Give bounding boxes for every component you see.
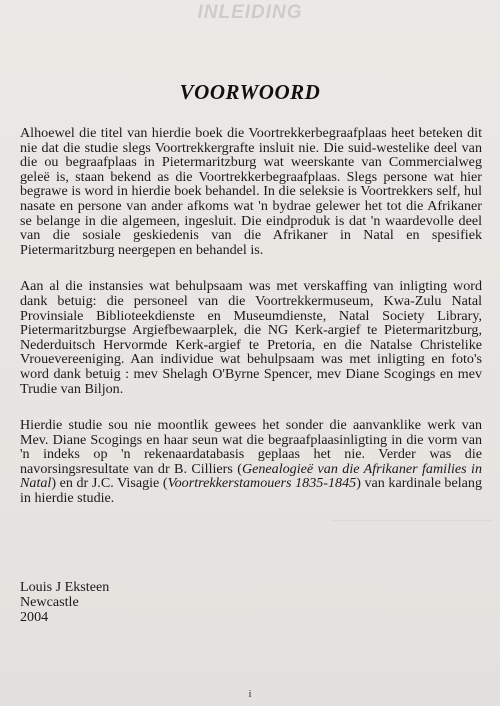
scan-artifact bbox=[332, 520, 492, 551]
signature-block bbox=[20, 580, 109, 625]
author-place: Newcastle bbox=[20, 594, 79, 610]
author-year: 2004 bbox=[20, 609, 49, 625]
text-run: ) en dr J.C. Visagie ( bbox=[51, 475, 168, 492]
page-number: i bbox=[248, 688, 252, 700]
bleed-through-heading: INLEIDING bbox=[197, 2, 303, 23]
author-name: Louis J Eksteen bbox=[20, 579, 110, 595]
text-run: ) van kardinale belang in hierdie studie. bbox=[20, 475, 482, 507]
italic-title-run: Genealogieë van die Afrikaner families in Natal bbox=[20, 460, 482, 492]
paragraph-3 bbox=[20, 418, 482, 506]
paragraph-2 bbox=[20, 279, 482, 396]
text-run: Aan al die instansies wat behulpsaam was met verskaffing van inligting word dank betuig: die personeel van die Voortrekkermuseum, Kwa-Zulu Natal Provinsiale Biblioteekdienste en Museumdienste, Natal Society Library, Pietermaritzburgse Argiefbewaarplek, die NG Kerk-argief te Pietermaritzburg, Nederduitsch Hervormde Kerk-argief te Pretoria, en die Natalse Christelike Vrouevereeniging. Aan individue wat behulpsaam was met inligting en foto's word dank betuig : mev Shelagh O'Byrne Spencer, mev Diane Scogings en mev Trudie van Biljon. bbox=[20, 278, 482, 397]
text-run: Hierdie studie sou nie moontlik gewees het sonder die aanvanklike werk van Mev. Diane Scogings en haar seun wat die begraafplaasinligting in die vorm van 'n indeks op 'n rekenaardatabasis geplaas het nie. Verder was die navorsingsresultate van dr B. Cilliers ( bbox=[20, 417, 482, 477]
text-run: Alhoewel die titel van hierdie boek die Voortrekkerbegraafplaas heet beteken dit nie dat die studie slegs Voortrekkergrafte insluit nie. Die suid-westelike deel van die ou begraafplaas in Pietermaritzburg wat weerskante van Commercialweg geleë is, staan bekend as die Voortrekkerbegraafplaas. Slegs persone wat hier begrawe is word in hierdie boek behandel. In die seleksie is Voortrekkers self, hul nasate en persone van ander afkoms wat 'n bydrae gelewer het tot die Afrikaner se belange in die algemeen, ingesluit. Die eindproduk is dat 'n waardevolle deel van die sosiale geskiedenis van die Afrikaner in Natal en spesifiek Pietermaritzburg neergepen en behandel is. bbox=[20, 125, 482, 258]
paragraph-1 bbox=[20, 126, 482, 257]
page-title: VOORWOORD bbox=[179, 80, 321, 104]
italic-title-run: Voortrekkerstamouers 1835-1845 bbox=[167, 475, 357, 492]
foreword-body bbox=[20, 126, 482, 528]
